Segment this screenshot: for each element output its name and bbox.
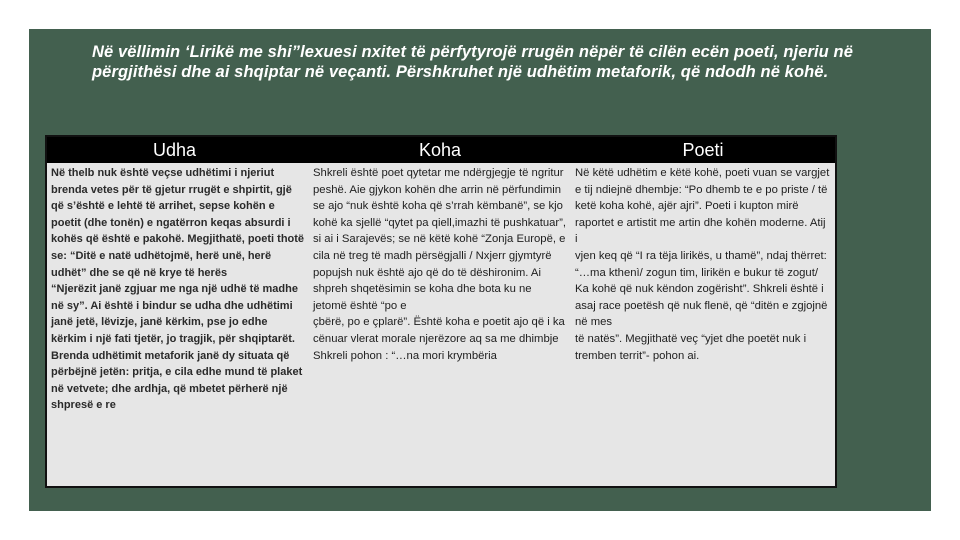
column-text-udha: Në thelb nuk është veçse udhëtimi i njeriut brenda vetes për të gjetur rrugët e shpirtit, gjë që s’është e lehtë të arrihet, sepse kohën e poetit (dhe tonën) e ngatërron keqas absurdi i kohës që është e pakohë. Megjithatë, poeti thotë se: “Ditë e natë udhëtojmë, herë unë, herë udhët” dhe se që në krye të herës “Njerëzit janë zgjuar me nga një udhë të madhe në sy”. Ai është i bindur se udha dhe udhëtimi janë jetë, lëvizje, janë kërkim, pse jo edhe kërkim i një fati tjetër, jo tragjik, për shqiptarët. Brenda udhëtimit metaforik janë dy situata që përbëjnë jetën: pritja, e cila edhe mund të plaket në vetvete; dhe ardhja, që mbetet përherë një shpresë e re — [51, 167, 305, 412]
content-table — [45, 135, 837, 488]
slide-heading: Në vëllimin ‘Lirikë me shi”lexuesi nxitet të përfytyrojë rrugën nëpër të cilën ecën poeti, njeriu në përgjithësi dhe ai shqiptar në veçanti. Përshkruhet një udhëtim metaforik, që ndodh në kohë. — [92, 43, 853, 81]
column-header-poeti: Poeti — [571, 137, 835, 163]
column-text-koha: Shkreli është poet qytetar me ndërgjegje të ngritur peshë. Aie gjykon kohën dhe arrin në përfundimin se ajo “nuk është koha që s’rrah këmbanë”, se kjo kohë ka sjellë “qytet pa qiell,imazhi të pushkatuar”, si ai i Sarajevës; se në këtë kohë “Zonja Europë, e cila në treg të madh përsëgjalli / Nxjerr gjymtyrë popujsh nuk është ajo që do të dëshironim. Ai shpreh shqetësimin se koha dhe bota ku ne jetomë është “po e çbërë, po e çplarë”. Është koha e poetit ajo që i ka cënuar vlerat morale njerëzore aq sa me dhimbje Shkreli pohon : “…na mori krymbëria — [313, 167, 567, 362]
column-udha — [47, 137, 309, 486]
slide-background — [29, 29, 931, 511]
column-header-koha: Koha — [309, 137, 571, 163]
column-poeti — [571, 137, 835, 486]
column-text-poeti: Në këtë udhëtim e këtë kohë, poeti vuan se vargjet e tij ndiejnë dhembje: “Po dhemb te e po priste / të ketë koha kohë, ajër ajri”. Poeti i kupton mirë raportet e artistit me artin dhe kohën moderne. Atij i vjen keq që “I ra tëja lirikës, u thamë”, ndaj thërret: “…ma kthenì/ zogun tim, lirikën e bukur të zogut/ Ka kohë që nuk këndon zogërisht”. Shkreli është i asaj race poetësh që nuk flenë, që “ditën e zgjojnë në mes të natës”. Megjithatë veç “yjet dhe poetët nuk i tremben territ”- pohon ai. — [575, 167, 830, 362]
column-header-udha: Udha — [47, 137, 309, 163]
column-koha — [309, 137, 571, 486]
